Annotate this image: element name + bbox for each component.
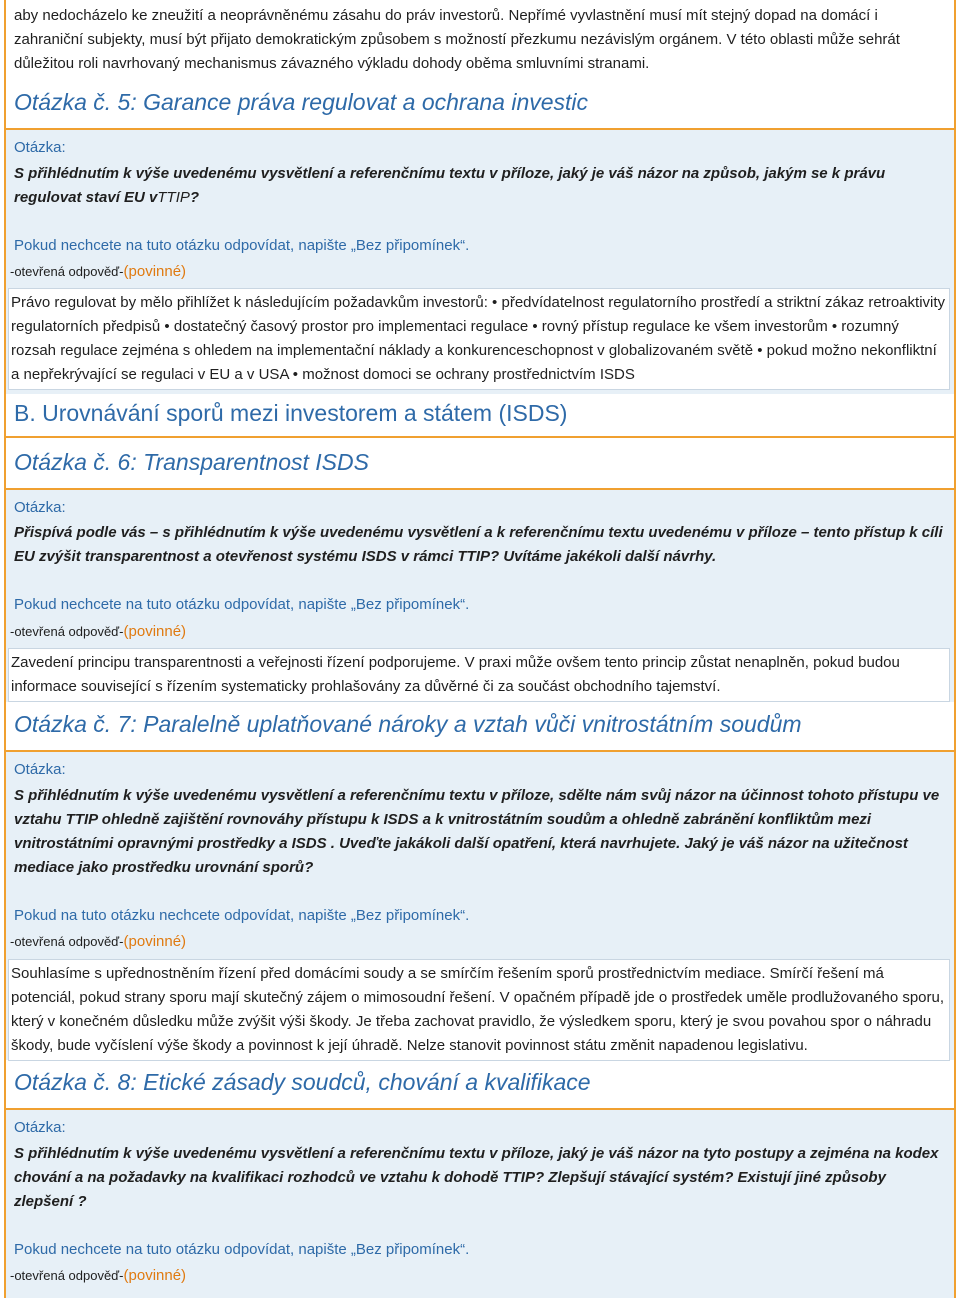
question-label: Otázka: <box>14 1119 66 1136</box>
question-7-answer[interactable]: Souhlasíme s upřednostněním řízení před domácími soudy a se smírčím řešením sporů prostřednictvím mediace. Smírčí řešení má potenciál, pokud strany sporu mají skutečný zájem o mimosoudní řešení. V opačném případě jde o prostředek uměle prodlužovaného sporu, který v konečném důsledku může zvýšit výši škody. Je třeba zachovat pravidlo, že výsledkem sporu, který je svou povahou spor o náhradu škody, bude vyčíslení výše škody a povinnost k její úhradě. Nelze stanovit povinnost státu změnit napadenou legislativu. <box>8 959 950 1061</box>
required-label: (povinné) <box>123 1267 187 1284</box>
response-type <box>10 1267 946 1285</box>
question-8-text: S přihlédnutím k výše uvedenému vysvětlení a referenčnímu textu v příloze, jaký je váš názor na tyto postupy a zejména na kodex chování a na požadavky na kvalifikaci rozhodců ve vztahu k dohodě TTIP? Zlepšují stávající systém? Existují jiné způsoby zlepšení ? <box>14 1145 939 1210</box>
question-6-panel <box>6 488 954 702</box>
question-8-hint: Pokud nechcete na tuto otázku odpovídat, napište „Bez připomínek“. <box>14 1241 470 1258</box>
response-type <box>10 263 946 281</box>
response-type-label: -otevřená odpověď- <box>10 624 124 639</box>
question-7-hint: Pokud na tuto otázku nechcete odpovídat, napište „Bez připomínek“. <box>14 907 470 924</box>
question-5-answer[interactable]: Právo regulovat by mělo přihlížet k následujícím požadavkům investorů: • předvídatelnost regulatorního prostředí a striktní zákaz retroaktivity regulatorních předpisů • dostatečný časový prostor pro implementaci regulace • rovný přístup regulace ke všem investorům • rozumný rozsah regulace zejména s ohledem na implementační náklady a konkurenceschopnost v globalizovaném světě • pokud možno nekonfliktní a nepřekrývající se regulaci v EU a v USA • možnost domoci se ochrany prostřednictvím ISDS <box>8 288 950 390</box>
intro-text: aby nedocházelo ke zneužití a neoprávněnému zásahu do práv investorů. Nepřímé vyvlastnění musí mít stejný dopad na domácí i zahraniční subjekty, musí být přijato demokratickým způsobem s možností přezkumu nezávislým orgánem. V této oblasti může sehrát důležitou roli navrhovaný mechanismus závazného výkladu dohody oběma smluvními stranami. <box>14 7 900 72</box>
question-5-text <box>14 162 946 210</box>
question-8-title: Otázka č. 8: Etické zásady soudců, chování a kvalifikace <box>6 1064 954 1100</box>
question-6-text: Přispívá podle vás – s přihlédnutím k výše uvedenému vysvětlení a k referenčnímu textu uvedenému v příloze – tento přístup k cíli EU zvýšit transparentnost a otevřenost systému ISDS v rámci TTIP? Uvítáme jakékoli další návrhy. <box>14 524 943 565</box>
question-5-text-plain: TTIP <box>157 189 190 206</box>
question-6-hint: Pokud nechcete na tuto otázku odpovídat, napište „Bez připomínek“. <box>14 596 470 613</box>
question-6-answer[interactable]: Zavedení principu transparentnosti a veřejnosti řízení podporujeme. V praxi může ovšem tento princip zůstat nenaplněn, pokud budou informace související s řízením systematicky prohlašovány za důvěrné či za součást obchodního tajemství. <box>8 648 950 702</box>
question-label: Otázka: <box>14 499 66 516</box>
response-type-label: -otevřená odpověď- <box>10 934 124 949</box>
required-label: (povinné) <box>123 623 187 640</box>
question-7-panel <box>6 750 954 1060</box>
question-8-panel <box>6 1108 954 1298</box>
required-label: (povinné) <box>123 933 187 950</box>
question-6-title: Otázka č. 6: Transparentnost ISDS <box>6 444 954 480</box>
question-label: Otázka: <box>14 139 66 156</box>
response-type-label: -otevřená odpověď- <box>10 1268 124 1283</box>
required-label: (povinné) <box>123 263 187 280</box>
question-5-title: Otázka č. 5: Garance práva regulovat a ochrana investic <box>6 84 954 120</box>
section-b-title: B. Urovnávání sporů mezi investorem a státem (ISDS) <box>6 396 954 438</box>
question-5-text-end: ? <box>189 189 200 206</box>
question-5-panel <box>6 128 954 394</box>
question-7-text: S přihlédnutím k výše uvedenému vysvětlení a referenčnímu textu v příloze, sdělte nám svůj názor na účinnost tohoto přístupu ve vztahu TTIP ohledně zajištění rovnováhy přístupu k ISDS a k vnitrostátním soudům a ohledně zabránění konfliktům mezi vnitrostátními opravnými prostředky a ISDS . Uveďte jakákoli další opatření, která navrhujete. Jaký je váš názor na užitečnost mediace jako prostředku urovnání sporů? <box>14 787 940 876</box>
question-7-title: Otázka č. 7: Paralelně uplatňované nároky a vztah vůči vnitrostátním soudům <box>6 706 954 742</box>
question-5-text-bold: S přihlédnutím k výše uvedenému vysvětlení a referenčnímu textu v příloze, jaký je váš názor na způsob, jakým se k právu regulovat staví EU v <box>14 165 886 206</box>
question-label: Otázka: <box>14 761 66 778</box>
intro-paragraph <box>6 0 954 80</box>
response-type <box>10 623 946 641</box>
question-5-hint: Pokud nechcete na tuto otázku odpovídat, napište „Bez připomínek“. <box>14 237 470 254</box>
response-type <box>10 933 946 951</box>
response-type-label: -otevřená odpověď- <box>10 264 124 279</box>
